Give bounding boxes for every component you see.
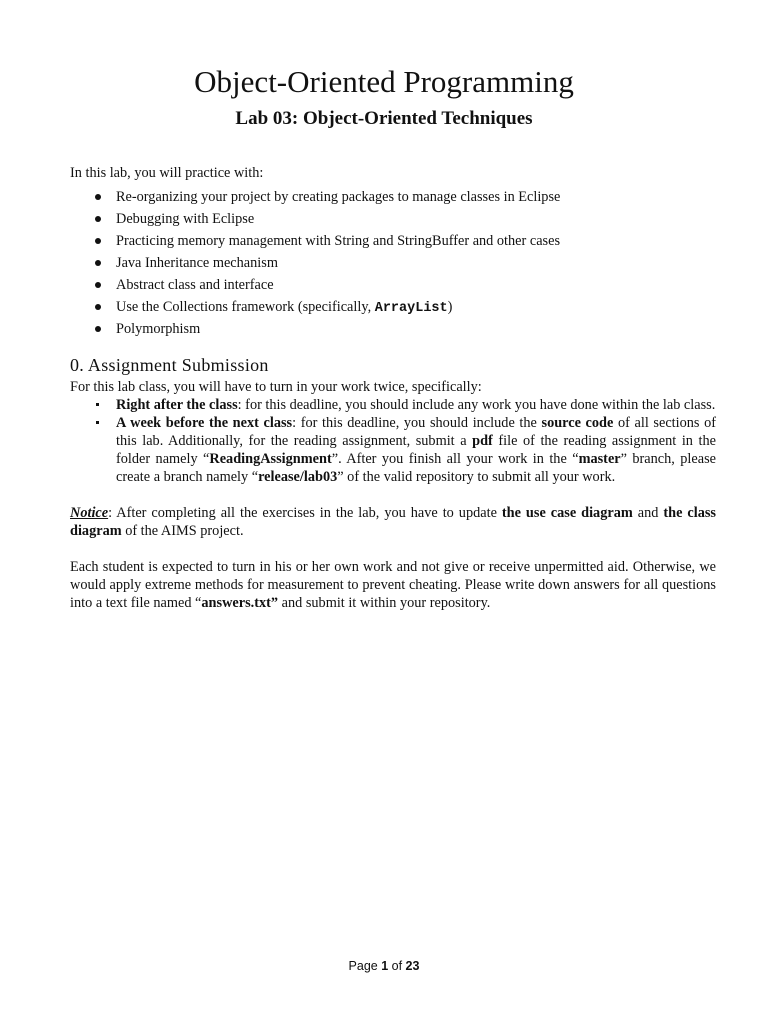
list-item: Debugging with Eclipse (70, 208, 716, 230)
lab-subtitle: Lab 03: Object-Oriented Techniques (235, 108, 533, 129)
integrity-paragraph: Each student is expected to turn in his or her own work and not give or receive unpermitted aid. Otherwise, we would apply extreme methods for measurement to prevent cheating. Please write down answers for all questions into a text file named “answers.txt” and submit it within your repository. (70, 559, 716, 611)
current-page-number: 1 (381, 959, 389, 973)
square-bullet-icon (96, 421, 99, 424)
list-item: Abstract class and interface (70, 274, 716, 296)
objectives-list (70, 186, 716, 340)
document-title: Object-Oriented Programming (194, 64, 574, 99)
list-item: Re-organizing your project by creating packages to manage classes in Eclipse (70, 186, 716, 208)
notice-label: Notice (70, 505, 109, 521)
list-item: A week before the next class: for this deadline, you should include the source code of all sections of this lab. Additionally, for the reading assignment, submit a pdf file of the reading assignment in the folder namely “ReadingAssignment”. After you finish all your work in the “master” branch, please create a branch namely “release/lab03” of the valid repository to submit all your work. (70, 414, 716, 486)
list-item: Use the Collections framework (specifically, ArrayList) (70, 296, 716, 318)
bullet-icon (95, 238, 101, 244)
bullet-icon (95, 260, 101, 266)
bullet-icon (95, 216, 101, 222)
document-body (70, 164, 716, 612)
bullet-icon (95, 326, 101, 332)
bullet-icon (95, 304, 101, 310)
page-footer: Page 1 of 23 (348, 959, 420, 973)
bullet-icon (95, 282, 101, 288)
notice-paragraph: Notice: After completing all the exercises in the lab, you have to update the use case diagram and the class diagram of the AIMS project. (70, 505, 716, 539)
square-bullet-icon (96, 403, 99, 406)
bullet-icon (95, 194, 101, 200)
section-heading: 0. Assignment Submission (70, 355, 269, 375)
list-item: Practicing memory management with String and StringBuffer and other cases (70, 230, 716, 252)
list-item: Right after the class: for this deadline, you should include any work you have done within the lab class. (70, 396, 716, 414)
total-page-count: 23 (405, 959, 420, 973)
list-item: Polymorphism (70, 318, 716, 340)
intro-lead: In this lab, you will practice with: (70, 165, 264, 181)
code-arraylist: ArrayList (374, 301, 448, 316)
submission-list (70, 396, 716, 486)
submission-lead: For this lab class, you will have to turn in your work twice, specifically: (70, 379, 482, 395)
list-item: Java Inheritance mechanism (70, 252, 716, 274)
